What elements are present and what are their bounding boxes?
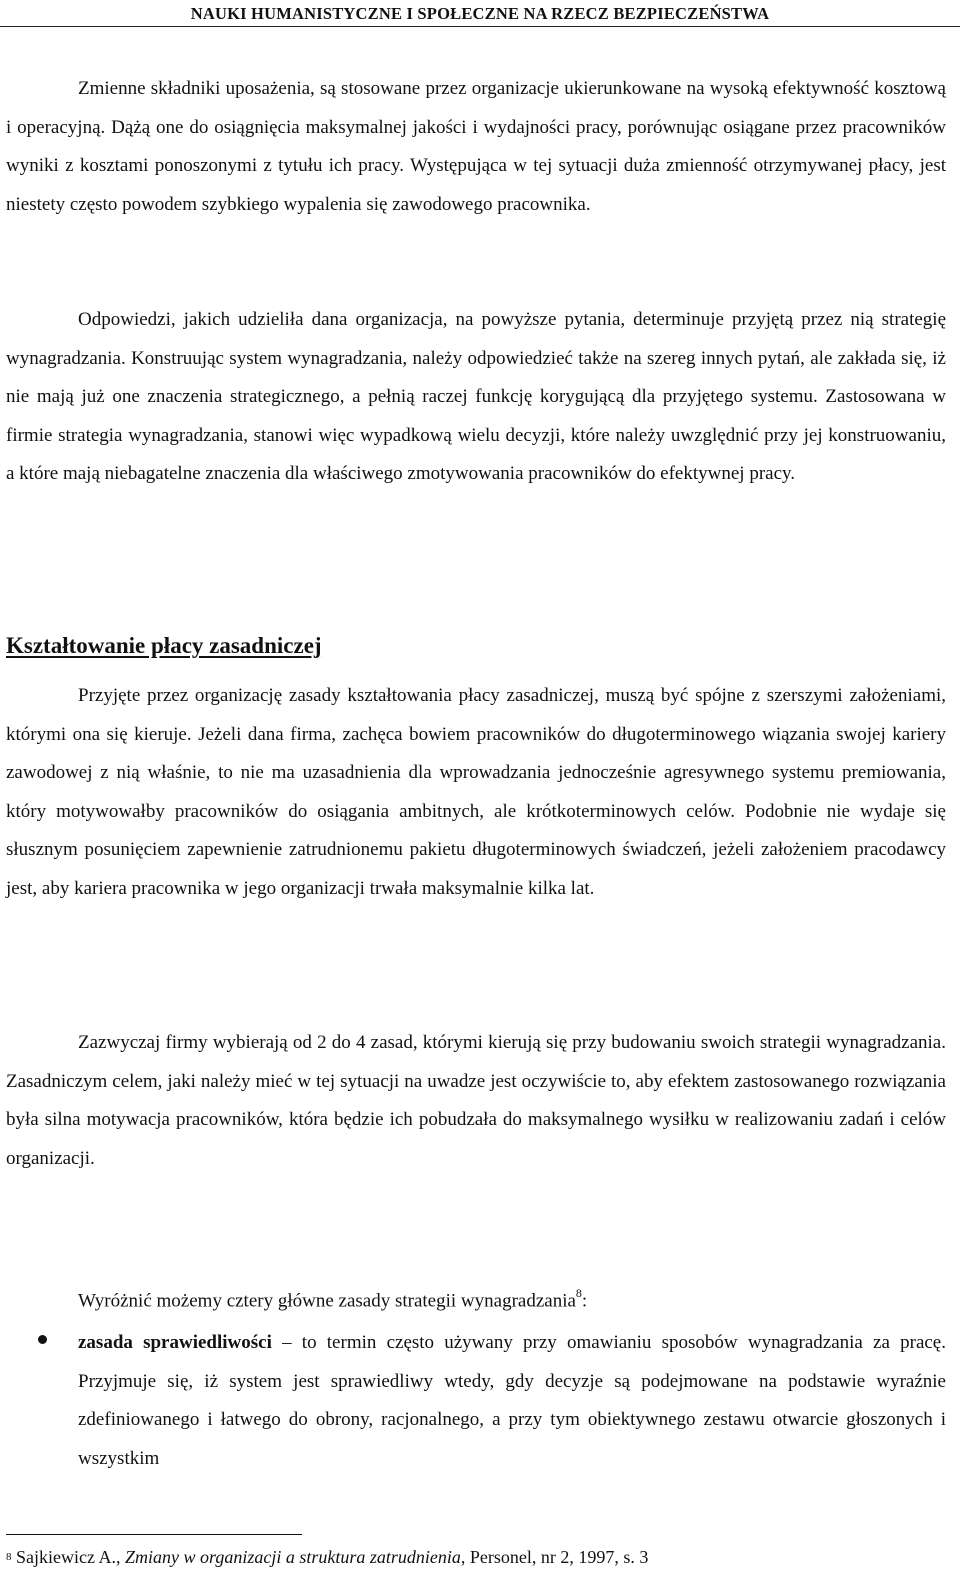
footnote-author: Sajkiewicz A., xyxy=(11,1547,125,1567)
body-text-block-2 xyxy=(6,301,946,494)
footnote-details: , Personel, nr 2, 1997, s. 3 xyxy=(460,1547,649,1567)
paragraph: Odpowiedzi, jakich udzieliła dana organizacja, na powyższe pytania, determinuje przyjętą przez nią strategię wynagradzania. Konstruując system wynagradzania, należy odpowiedzieć także na szereg innych pytań, ale zakłada się, iż nie mają już one znaczenia strategicznego, a pełnią raczej funkcję korygującą dla przyjętego systemu. Zastosowana w firmie strategia wynagradzania, stanowi więc wypadkową wielu decyzji, które należy uwzględnić przy jej konstruowaniu, a które mają niebagatelne znaczenia dla właściwego zmotywowania pracowników do efektywnej pracy. xyxy=(6,309,946,485)
paragraph: Zazwyczaj firmy wybierają od 2 do 4 zasad, którymi kierują się przy budowaniu swoich strategii wynagradzania. Zasadniczym celem, jaki należy mieć w tej sytuacji na uwadze jest oczywiście to, aby efektem zastosowanego rozwiązania była silna motywacja pracowników, która będzie ich pobudzała do maksymalnego wysiłku w realizowaniu zadań i celów organizacji. xyxy=(6,1032,946,1169)
body-text-block-4 xyxy=(6,1024,946,1178)
paragraph: Przyjęte przez organizację zasady kształtowania płacy zasadniczej, muszą być spójne z szerszymi założeniami, którymi ona się kieruje. Jeżeli dana firma, zachęca bowiem pracowników do długoterminowego wiązania swojej kariery zawodowej z nią właśnie, to nie ma uzasadnienia dla wprowadzania jednocześnie agresywnego systemu premiowania, który motywowałby pracowników do osiągania ambitnych, ale krótkoterminowych celów. Podobnie nie wydaje się słusznym posunięciem zapewnienie zatrudnionemu pakietu długoterminowych świadczeń, jeżeli założeniem pracodawcy jest, aby kariera pracownika w jego organizacji trwała maksymalnie kilka lat. xyxy=(6,685,946,899)
paragraph: Zmienne składniki uposażenia, są stosowane przez organizacje ukierunkowane na wysoką efektywność kosztową i operacyjną. Dążą one do osiągnięcia maksymalnej jakości i wydajności pracy, porównując osiągane przez pracowników wyniki z kosztami ponoszonymi z tytułu ich pracy. Występująca w tej sytuacji duża zmienność otrzymywanej płacy, jest niestety często powodem szybkiego wypalenia się zawodowego pracownika. xyxy=(6,78,946,215)
footnote-divider xyxy=(6,1534,302,1535)
footnote xyxy=(6,1540,946,1577)
section-heading: Kształtowanie płacy zasadniczej xyxy=(6,633,322,658)
bullet-icon xyxy=(38,1335,47,1344)
body-text-block-1 xyxy=(6,70,946,224)
footnote-title: Zmiany w organizacji a struktura zatrudnienia xyxy=(124,1547,461,1567)
body-text-block-5 xyxy=(6,1280,946,1316)
paragraph xyxy=(6,1280,946,1316)
footnote-marker: 8 xyxy=(6,1551,12,1563)
bullet-term: zasada sprawiedliwości xyxy=(78,1332,272,1353)
paragraph-text: Wyróżnić możemy cztery główne zasady strategii wynagradzania xyxy=(78,1290,576,1312)
list-item xyxy=(78,1324,946,1478)
body-text-block-3 xyxy=(6,677,946,909)
bullet-text: – to termin często używany przy omawianiu sposobów wynagradzania za pracę. Przyjmuje się, iż system jest sprawiedliwy wtedy, gdy decyzje są podejmowane na podstawie wyraźnie zdefiniowanego i łatwego do obrony, racjonalnego, a przy tym obiektywnego zestawu otwarcie głoszonych i wszystkim xyxy=(78,1332,946,1469)
footnote-reference[interactable]: 8 xyxy=(575,1286,582,1300)
paragraph-end: : xyxy=(581,1290,588,1312)
running-header: NAUKI HUMANISTYCZNE I SPOŁECZNE NA RZECZ BEZPIECZEŃSTWA xyxy=(0,4,960,27)
